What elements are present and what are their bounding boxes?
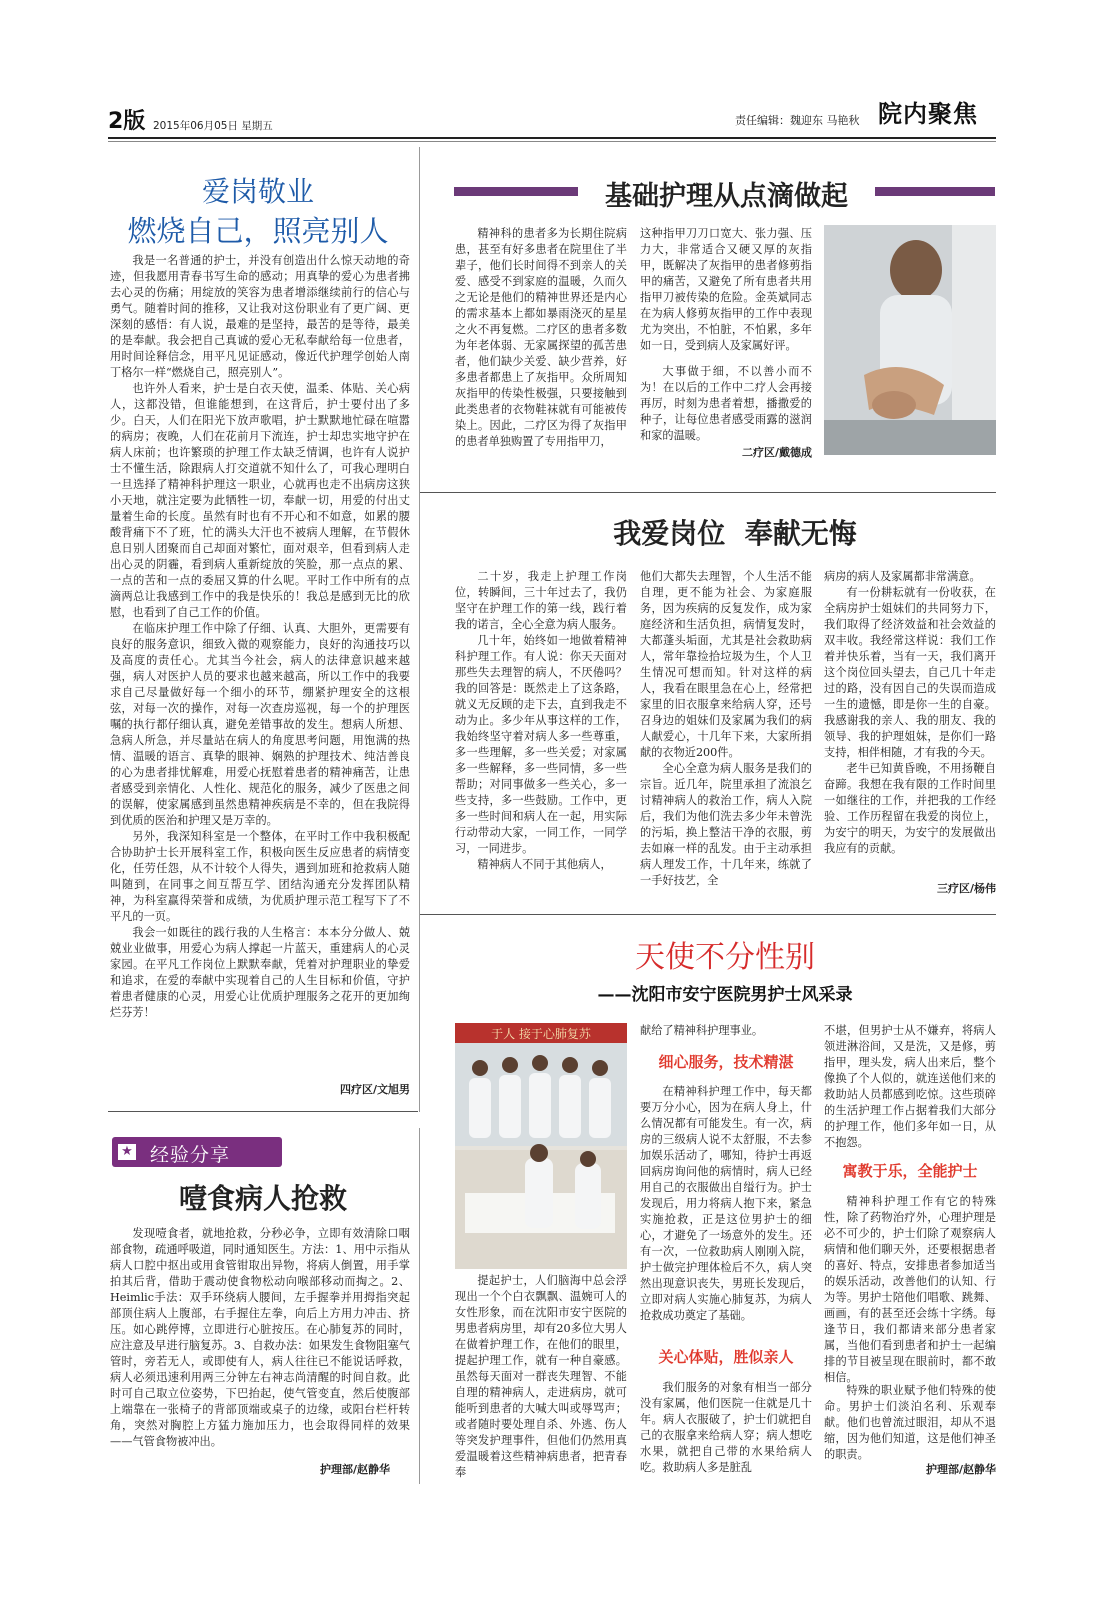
page-number: 2版: [108, 109, 146, 134]
article2-title-bar-left: [454, 187, 578, 196]
experience-badge-label: 经验分享: [150, 1144, 231, 1166]
article2-title: 基础护理从点滴做起: [605, 181, 848, 212]
article5-subhead1: 细心服务，技术精湛: [658, 1053, 794, 1071]
article5-signature: 护理部/赵静华: [925, 1463, 996, 1476]
article2-col2a: 这种指甲刀刀口宽大、张力强、压力大，非常适合又硬又厚的灰指甲，既解决了灰指甲的患者修剪指甲的痛苦，又避免了所有患者共用指甲刀被传染的危险。金英斌同志在为病人修剪灰指甲的工作中表现尤为突出，不怕脏，不怕累，多年如一日，受到病人及家属好评。: [640, 227, 812, 352]
article5-subhead3: 寓教于乐，全能护士: [842, 1162, 978, 1180]
article1-signature: 四疗区/文旭男: [339, 1083, 410, 1096]
article1-paragraph: 我会一如既往的践行我的人生格言：本本分分做人、兢兢业业做事，用爱心为病人撑起一片蓝天，重建病人的心灵家园。在平凡工作岗位上默默奉献，凭着对护理职业的挚爱和追求，在爱的奉献中实现着自己的人生目标和价值，守护着患者健康的心灵，用爱心让优质护理服务之花开的更加绚烂芬芳！: [110, 926, 410, 1019]
header-rule: [108, 137, 996, 139]
article2-signature: 二疗区/戴德成: [741, 446, 812, 459]
date-line: 2015年06月05日 星期五: [153, 120, 273, 132]
section-title: 院内聚焦: [878, 100, 978, 128]
article3-title: 我爱岗位 奉献无悔: [613, 517, 857, 550]
editor-line: 责任编辑：魏迎东 马艳秋: [735, 114, 860, 127]
article5-col3-top: 不堪，但男护士从不嫌弃，将病人领进淋浴间，又是洗，又是修，剪指甲，理头发，病人出来后，整个像换了个人似的，就连送他们来的救助站人员都感到吃惊。这些琐碎的生活护理工作占据着我们大部分的护理工作，他们多年如一日，从不抱怨。: [824, 1024, 996, 1149]
article1-paragraph: 也许外人看来，护士是白衣天使，温柔、体贴、关心病人，这都没错，但谁能想到，在这背后，护士要付出了多少。白天，人们在阳光下放声歌唱，护士默默地忙碌在喧嚣的病房；夜晚，人们在花前月下流连，护士却忠实地守护在病人床前；也许繁琐的护理工作太缺乏情调，也许有人说护士不懂生活，除跟病人打交道就不知什么了，可我心理明白一旦选择了精神科护理这一职业，心就再也走不出病房这狭小天地，就注定要为此牺牲一切，奉献一切，用爱的付出丈量着生命的长度。虽然有时也有不开心和不如意，如累的腰酸背痛下不了班，忙的满头大汗也不被病人理解，在节假休息日别人团聚而自己却面对繁忙，面对艰辛，但看到病人走出心灵的阴霾，看到病人重新绽放的笑脸，那一点点的累、一点的苦和一点的委屈又算的什么呢。平时工作中所有的点滴两总让我感到工作中的我是快乐的！我总是感到无比的欣慰，也看到了自己工作的价值。: [110, 382, 410, 619]
article2-col1: 精神科的患者多为长期住院病患，甚至有好多患者在院里住了半辈子，他们长时间得不到亲人的关爱、感受不到家庭的温暖，久而久之无论是他们的精神世界还是内心的需求基本上都如暴雨浇灭的星星之火不再复燃。二疗区的患者多数为年老体弱、无家属探望的孤苦患者，他们缺少关爱、缺少营养，好多患者都患上了灰指甲。众所周知灰指甲的传染性极强，只要接触到此类患者的衣物鞋袜就有可能被传染上。因此，二疗区为得了灰指甲的患者单独购置了专用指甲刀，: [455, 227, 627, 448]
article5-col2-mid: 在精神科护理工作中，每天都要万分小心，因为在病人身上，什么情况都有可能发生。有一次，病房的三级病人说不太舒服，不去参加娱乐活动了，哪知，待护士再返回病房询问他的病情时，病人已经用自己的衣服做出自缢行为。护士发现后，用力将病人抱下来，紧急实施抢救，正是这位男护士的细心，才避免了一场意外的发生。还有一次，一位救助病人刚刚入院，护士做完护理体检后不久，病人突然出现意识丧失，男班长发现后，立即对病人实施心肺复苏，为病人抢救成功奠定了基础。: [640, 1085, 812, 1322]
article1-title-line2: 燃烧自己，照亮别人: [127, 214, 389, 248]
experience-badge: [112, 1137, 282, 1167]
article3-signature: 三疗区/杨伟: [936, 882, 996, 895]
article4-signature: 护理部/赵静华: [319, 1463, 390, 1476]
article5-col3-bot: 特殊的职业赋予他们特殊的使命。男护士们淡泊名利、乐观奉献。他们也曾流过眼泪，却从不退缩，因为他们知道，这是他们神圣的职责。: [824, 1384, 996, 1461]
article4-title: 噎食病人抢救: [178, 1182, 347, 1215]
article3-col1-paragraph: 几十年，始终如一地做着精神科护理工作。有人说：你天天面对那些失去理智的病人，不厌倦吗？我的回答是：既然走上了这条路，就义无反顾的走下去，直到我走不动为止。多少年从事这样的工作，我始终坚守着对病人多一些尊重，多一些理解，多一些关爱；对家属多一些解释，多一些同情，多一些帮助；对同事做多一些关心，多一些支持，多一些鼓励。工作中，更多一些时间和病人在一起，用实际行动带动大家，一同工作，一同学习，一同进步。: [455, 634, 627, 855]
article4-body: 发现噎食者，就地抢救，分秒必争，立即有效清除口咽部食物，疏通呼吸道，同时通知医生。方法：1、用中示指从病人口腔中抠出或用食管钳取出异物，将病人倒置，用手掌拍其后背，借助于震动使食物松动向喉部移动而掏之。2、Heimlic手法：双手环绕病人腰间，左手握拳并用拇指突起部顶住病人上腹部，右手握住左拳，向后上方用力冲击、挤压。如心跳停博，立即进行心脏按压。在心肺复苏的同时，应注意及早进行脑复苏。3、自救办法：如果发生食物阻塞气管时，旁若无人，或即使有人，病人往往已不能说话呼救，病人必须迅速利用两三分钟左右神志尚清醒的时间自救。此时可自己取立位姿势，下巴抬起，使气管变直，然后使腹部上端靠在一张椅子的背部顶端或桌子的边缘，或阳台栏杆转角，突然对胸腔上方猛力施加压力，也会取得同样的效果——气管食物被冲出。: [110, 1227, 410, 1448]
article5-col1: 提起护士，人们脑海中总会浮现出一个个白衣飘飘、温婉可人的女性形象，而在沈阳市安宁医院的男患者病房里，却有20多位大男人在做着护理工作，在他们的眼里，提起护理工作，就有一种自豪感。虽然每天面对一群丧失理智、不能自理的精神病人，走进病房，就可能听到患者的大喊大叫或辱骂声；或者随时要处理自杀、外逃、伤人等突发护理事件，但他们仍然用真爱温暖着这些精神病患者，把青春奉: [455, 1274, 627, 1479]
article1-title-line1: 爱岗敬业: [201, 175, 314, 208]
male-nurses-group-icon: [455, 1023, 627, 1269]
article3-col1-paragraph: 精神病人不同于其他病人，: [477, 858, 612, 871]
article2-bottom-rule: [420, 492, 996, 493]
article3-col2-paragraph: 他们大都失去理智，个人生活不能自理，更不能为社会、为家庭服务，因为疾病的反复发作，成为家庭经济和生活负担，病情复发时，大都蓬头垢面，尤其是社会救助病人，常年靠捡拾垃圾为生，个人卫生情况可想而知。针对这样的病人，我看在眼里急在心上，经常把家里的旧衣服拿来给病人穿，还号召身边的姐妹们及家属为我们的病人献爱心，十几年下来，大家所捐献的衣物近200件。: [640, 570, 812, 759]
photo-banner-text: 于人 接于心肺复苏: [491, 1027, 591, 1041]
star-icon: ★: [118, 1144, 136, 1160]
article3-col1-paragraph: 二十岁，我走上护理工作岗位，转瞬间，三十年过去了，我仍坚守在护理工作的第一线，践行着我的诺言，全心全意为病人服务。: [455, 570, 627, 631]
article2-col2b: 大事做于细，不以善小而不为！在以后的工作中二疗人会再接再厉，时刻为患者着想，播撒爱的种子，让每位患者感受雨露的滋润和家的温暖。: [640, 365, 812, 442]
article5-title: 天使不分性别: [635, 940, 815, 975]
header-rule-thin: [108, 141, 996, 142]
article3-bottom-rule: [420, 914, 996, 915]
article5-subhead2: 关心体贴，胜似亲人: [658, 1348, 794, 1366]
article3-col3-paragraph: 病房的病人及家属都非常满意。: [824, 570, 981, 583]
article3-col2-paragraph: 全心全意为病人服务是我们的宗旨。近几年，院里承担了流浪乞讨精神病人的救治工作，病人入院后，我们为他们洗去多少年未曾洗的污垢，换上整洁干净的衣服，剪去如麻一样的乱发。由于主动承担病人理发工作，十几年来，练就了一手好技艺，全: [640, 762, 812, 887]
article3-col1: [455, 569, 627, 873]
article1-body: [110, 253, 410, 1021]
article5-subtitle: ——沈阳市安宁医院男护士风采录: [597, 985, 853, 1005]
article1-paragraph: 我是一名普通的护士，并没有创造出什么惊天动地的奇迹，但我愿用青春书写生命的感动；用真挚的爱心为患者拂去心灵的伤痛；用绽放的笑容为患者增添继续前行的信心与勇气。随着时间的推移，又让我对这份职业有了更广阔、更深刻的感悟：有人说，最难的是坚持，最苦的是等待，最美的是奉献。我会把自己真诚的爱心无私奉献给每一位患者，用时间诠释信念，用平凡见证感动，像近代护理学创始人南丁格尔一样“燃烧自己，照亮别人”。: [110, 254, 410, 379]
column-divider: [419, 147, 420, 1112]
article5-col2-bot: 我们服务的对象有相当一部分没有家属，他们医院一住就是几十年。病人衣服破了，护士们就把自己的衣服拿来给病人穿；病人想吃水果，就把自己带的水果给病人吃。救助病人多是脏乱: [640, 1381, 812, 1474]
column-divider-lower: [419, 1128, 420, 1484]
article3-col3: [824, 569, 996, 857]
male-nurses-photo: [455, 1023, 627, 1269]
nurse-trimming-nails-icon: [824, 225, 996, 455]
article5-col3-mid: 精神科护理工作有它的特殊性，除了药物治疗外，心理护理是必不可少的，护士们除了观察病人病情和他们聊天外，还要根据患者的喜好、特点，安排患者参加适当的娱乐活动，改善他们的认知、行为等。男护士陪他们唱歌、跳舞、画画，有的甚至还会练十字绣。每逢节日，我们都请来部分患者家属，当他们看到患者和护士一起编排的节目被呈现在眼前时，都不敢相信。: [824, 1195, 996, 1384]
nail-trimming-photo: [824, 225, 996, 455]
article3-col3-paragraph: 有一份耕耘就有一份收获，在全病房护士姐妹们的共同努力下，我们取得了经济效益和社会效益的双丰收。我经常这样说：我们工作着并快乐着，当有一天，我们离开这个岗位回头望去，自己几十年走过的路，没有因自己的失误而造成一生的遗憾，即是你一生的自豪。我感谢我的亲人、我的朋友、我的领导、我的护理姐妹，是你们一路支持，相伴相随，才有我的今天。: [824, 586, 996, 759]
article1-bottom-rule: [108, 1111, 418, 1112]
article1-paragraph: 在临床护理工作中除了仔细、认真、大胆外，更需要有良好的服务意识，细致入微的观察能力，良好的沟通技巧以及高度的责任心。尤其当今社会，病人的法律意识越来越强，病人对医护人员的要求也越来越高，所以工作中的我要求自己尽量做好每一个细小的环节，绷紧护理安全的这根弦，对每一次的操作，对每一次查房巡视，每一个的护理医嘱的执行都仔细认真，避免差错事故的发生。想病人所想、急病人所急，并尽量站在病人的角度思考问题，用饱满的热情、温暖的语言、真挚的眼神、娴熟的护理技术、纯洁善良的心为患者排忧解难，用爱心抚慰着患者的精神痛苦，让患者感受到亲情化、人性化、规范化的服务，减少了医患之间的误解，使家属感到虽然患精神疾病是不幸的，但在我院得到优质的医治和护理又是万幸的。: [110, 622, 410, 827]
article3-col3-paragraph: 老牛已知黄昏晚，不用扬鞭自奋蹄。我想在我有限的工作时间里一如继往的工作，并把我的工作经验、工作历程留在我爱的岗位上，为安宁的明天，为安宁的发展做出我应有的贡献。: [824, 762, 996, 855]
article1-paragraph: 另外，我深知科室是一个整体，在平时工作中我积极配合协助护士长开展科室工作，积极向医生反应患者的病情变化，任劳任怨，从不计较个人得失，遇到加班和抢救病人随叫随到，在同事之间互帮互学、团结沟通充分发挥团队精神，为科室赢得荣誉和成绩，为优质护理示范工程写下了不平凡的一页。: [110, 830, 410, 923]
article5-col2-top: 献给了精神科护理事业。: [640, 1024, 764, 1037]
article3-col2: [640, 569, 812, 889]
article2-title-bar-right: [875, 187, 995, 196]
